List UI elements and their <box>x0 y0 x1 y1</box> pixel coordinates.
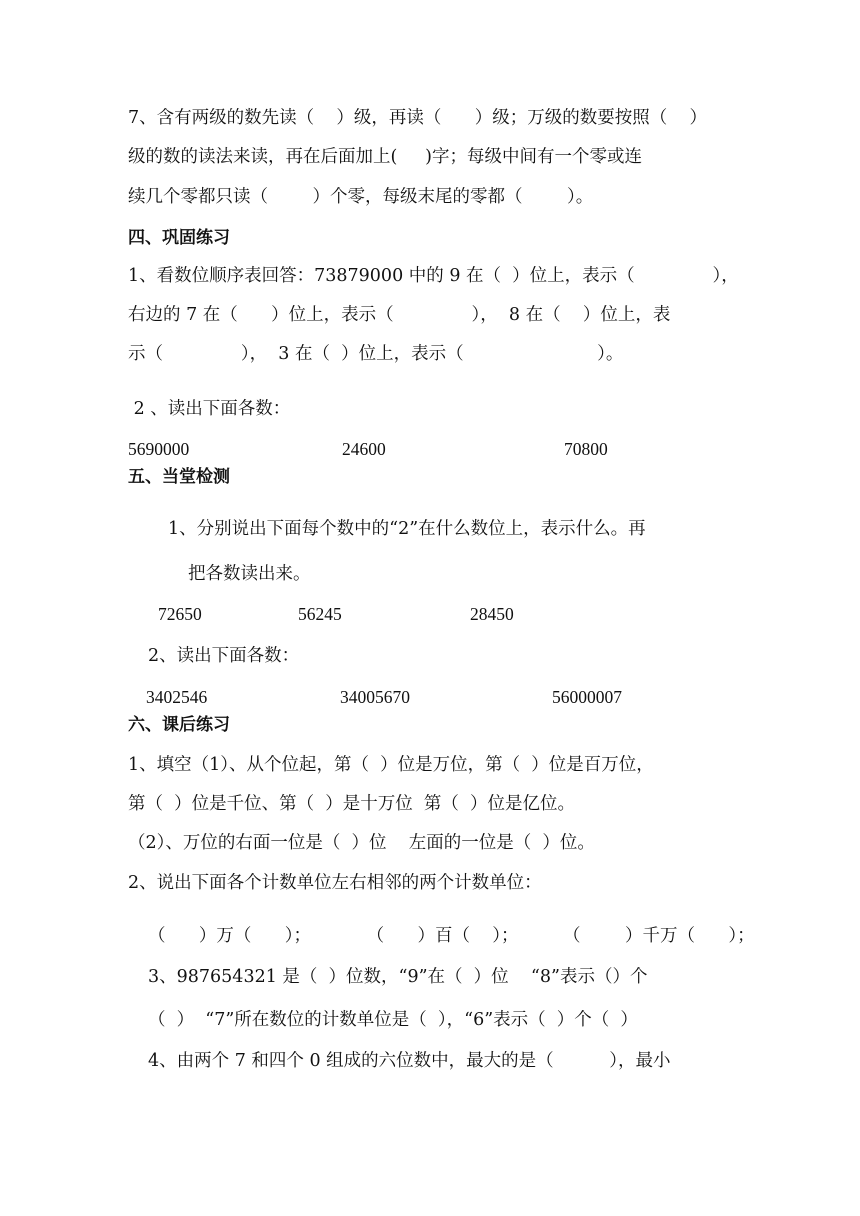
sec4-q1-line-2: 右边的 7 在（ ）位上，表示（ ）， 8 在（ ）位上，表 <box>128 305 671 325</box>
sec5-q1-line-2: 把各数读出来。 <box>188 564 311 584</box>
sec5-q2-number-1: 3402546 <box>146 687 208 707</box>
sec6-q4-line-1: 4、由两个 7 和四个 0 组成的六位数中，最大的是（ ），最小 <box>148 1051 671 1071</box>
sec4-q2-label: 2 、读出下面各数： <box>128 399 291 419</box>
sec6-q2-label: 2、说出下面各个计数单位左右相邻的两个计数单位： <box>128 873 542 893</box>
q7-line-2: 级的数的读法来读，再在后面加上( )字；每级中间有一个零或连 <box>128 147 642 167</box>
sec6-q1-line-1: 1、填空（1）、从个位起，第（ ）位是万位，第（ ）位是百万位， <box>128 755 654 775</box>
sec5-q2-number-3: 56000007 <box>552 687 622 707</box>
sec4-q2-number-2: 24600 <box>342 439 386 459</box>
sec4-q2-number-3: 70800 <box>564 439 608 459</box>
sec5-q1-number-3: 28450 <box>470 604 514 624</box>
sec6-q1-line-2: 第（ ）位是千位、第（ ）是十万位 第（ ）位是亿位。 <box>128 794 576 814</box>
sec4-q1-line-3: 示（ ）， 3 在（ ）位上，表示（ ）。 <box>128 344 624 364</box>
q7-line-1: 7、含有两级的数先读（ ）级，再读（ ）级；万级的数要按照（ ） <box>128 108 708 128</box>
sec6-q1-line-3: （2）、万位的右面一位是（ ）位 左面的一位是（ ）位。 <box>128 833 595 853</box>
section-5-title: 五、当堂检测 <box>128 467 230 487</box>
section-6-title: 六、课后练习 <box>128 715 230 735</box>
sec5-q1-line-1: 1、分别说出下面每个数中的“2”在什么数位上，表示什么。再 <box>168 519 646 539</box>
q7-line-3: 续几个零都只读（ ）个零，每级末尾的零都（ ）。 <box>128 187 594 207</box>
sec4-q2-number-1: 5690000 <box>128 439 190 459</box>
sec5-q2-number-2: 34005670 <box>340 687 410 707</box>
sec6-q2-line-1: （ ）万（ ）； （ ）百（ ）； （ ）千万（ ）； <box>148 926 755 946</box>
sec4-q1-line-1: 1、看数位顺序表回答：73879000 中的 9 在（ ）位上，表示（ ）， <box>128 266 739 286</box>
sec6-q3-line-1: 3、987654321 是（ ）位数，“9”在（ ）位 “8”表示（）个 <box>148 967 648 987</box>
sec6-q3-line-2: （ ） “7”所在数位的计数单位是（ ），“6”表示（ ）个（ ） <box>148 1010 638 1030</box>
sec5-q1-number-2: 56245 <box>298 604 342 624</box>
section-4-title: 四、巩固练习 <box>128 228 230 248</box>
sec5-q1-number-1: 72650 <box>158 604 202 624</box>
sec5-q2-label: 2、读出下面各数： <box>148 646 300 666</box>
